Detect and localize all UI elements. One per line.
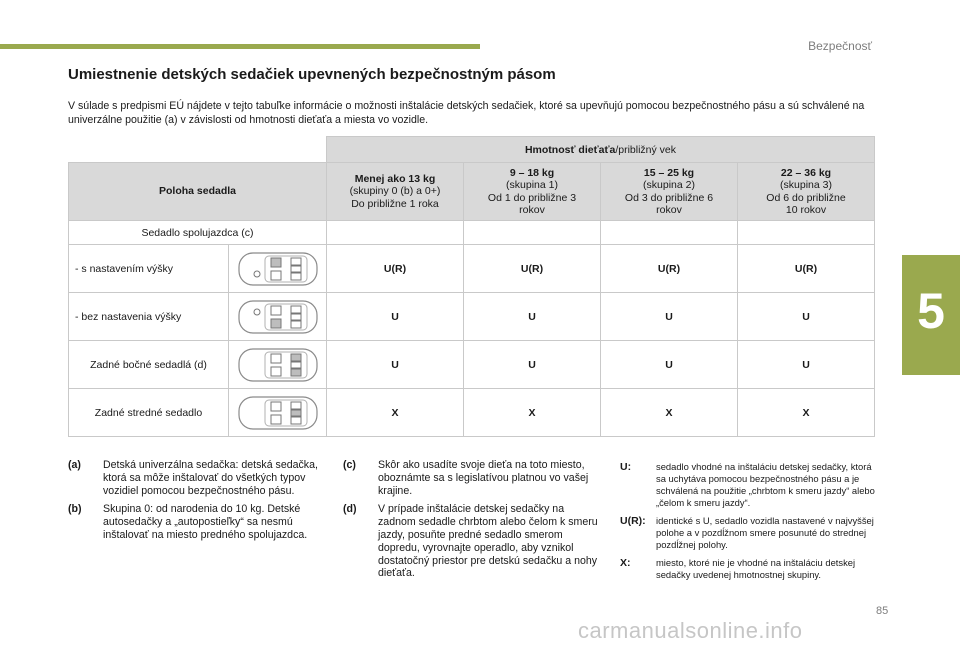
- row-label: Zadné stredné sedadlo: [69, 389, 229, 437]
- table-cell: X: [738, 389, 875, 437]
- table-cell: U: [327, 341, 464, 389]
- table-cell: U(R): [738, 245, 875, 293]
- table-row: [69, 389, 875, 437]
- footnote: (d) V prípade inštalácie detskej sedačky na zadnom sedadle chrbtom alebo čelom k smeru jazdy, posuňte predné sedadlo smerom dopredu, vyrovnajte operadlo, aby vznikol dostatočný priestor pre detskú sedačku a nohy dieťaťa.: [343, 503, 598, 580]
- footnotes-middle: [343, 459, 601, 586]
- table-cell: U: [327, 293, 464, 341]
- footnote: (b) Skupina 0: od narodenia do 10 kg. Detské autosedačky a „autopostieľky“ sa nesmú inštalovať na miesto predného spolujazdca.: [68, 503, 308, 541]
- legend-item: X: miesto, ktoré nie je vhodné na inštaláciu detskej sedačky uvedenej hmotnostnej skupiny.: [620, 557, 856, 580]
- table-cell: U(R): [464, 245, 601, 293]
- car-seat-diagram-icon: [229, 341, 327, 389]
- group-header-0: Menej ako 13 kg (skupiny 0 (b) a 0+) Do približne 1 roka: [327, 163, 464, 221]
- table-cell: U: [738, 341, 875, 389]
- table-cell: X: [601, 389, 738, 437]
- car-seat-diagram-icon: [229, 389, 327, 437]
- weight-header: Hmotnosť dieťaťa/približný vek: [327, 137, 875, 163]
- table-cell: U: [738, 293, 875, 341]
- passenger-seat-heading: Sedadlo spolujazdca (c): [69, 221, 327, 245]
- footnote: (c) Skôr ako usadíte svoje dieťa na toto miesto, oboznámte sa s legislatívou platnou vo vašej krajine.: [343, 459, 589, 497]
- legend-item: U: sedadlo vhodné na inštaláciu detskej sedačky, ktorá sa uchytáva pomocou bezpečnostného pásu a je schválená na použitie „chrbtom k smeru jazdy“ alebo „čelom k smeru jazdy“.: [620, 461, 875, 508]
- row-label: Zadné bočné sedadlá (d): [69, 341, 229, 389]
- page-title: Umiestnenie detských sedačiek upevnených bezpečnostným pásom: [68, 66, 556, 83]
- child-seat-table: [68, 136, 875, 437]
- table-row: [69, 245, 875, 293]
- group-header-1: 9 – 18 kg (skupina 1) Od 1 do približne 3 rokov: [464, 163, 601, 221]
- footnotes-left: [68, 459, 330, 548]
- group-header-3: 22 – 36 kg (skupina 3) Od 6 do približne 10 rokov: [738, 163, 875, 221]
- table-cell: U: [464, 341, 601, 389]
- table-cell: U(R): [327, 245, 464, 293]
- legend: [620, 461, 878, 587]
- header-accent-bar: [0, 44, 480, 49]
- footnote: (a) Detská univerzálna sedačka: detská sedačka, ktorá sa môže inštalovať do všetkých typov vozidiel pomocou bezpečnostného pásu.: [68, 459, 318, 497]
- row-label: - bez nastavenia výšky: [69, 293, 229, 341]
- group-header-2: 15 – 25 kg (skupina 2) Od 3 do približne 6 rokov: [601, 163, 738, 221]
- legend-item: U(R): identické s U, sedadlo vozidla nastavené v najvyššej polohe a v pozdĺžnom smere posunuté do strednej pozdĺžnej polohy.: [620, 515, 874, 550]
- table-cell: X: [327, 389, 464, 437]
- table-row: [69, 341, 875, 389]
- intro-paragraph: V súlade s predpismi EÚ nájdete v tejto tabuľke informácie o možnosti inštalácie detských sedačiek, ktoré sa upevňujú pomocou bezpečnostného pásu a sú schválené na univerzálne použitie (a) v závislosti od hmotnosti dieťaťa a miesta vo vozidle.: [68, 100, 865, 126]
- table-cell: X: [464, 389, 601, 437]
- position-header: Poloha sedadla: [69, 163, 327, 221]
- car-seat-diagram-icon: [229, 245, 327, 293]
- section-label: Bezpečnosť: [808, 39, 872, 53]
- table-cell: U: [464, 293, 601, 341]
- chapter-number: 5: [917, 283, 945, 339]
- table-cell: U(R): [601, 245, 738, 293]
- car-seat-diagram-icon: [229, 293, 327, 341]
- table-cell: U: [601, 341, 738, 389]
- page-number: 85: [876, 605, 889, 617]
- table-row: [69, 293, 875, 341]
- watermark: carmanualsonline.info: [578, 618, 803, 643]
- table-cell: U: [601, 293, 738, 341]
- row-label: - s nastavením výšky: [69, 245, 229, 293]
